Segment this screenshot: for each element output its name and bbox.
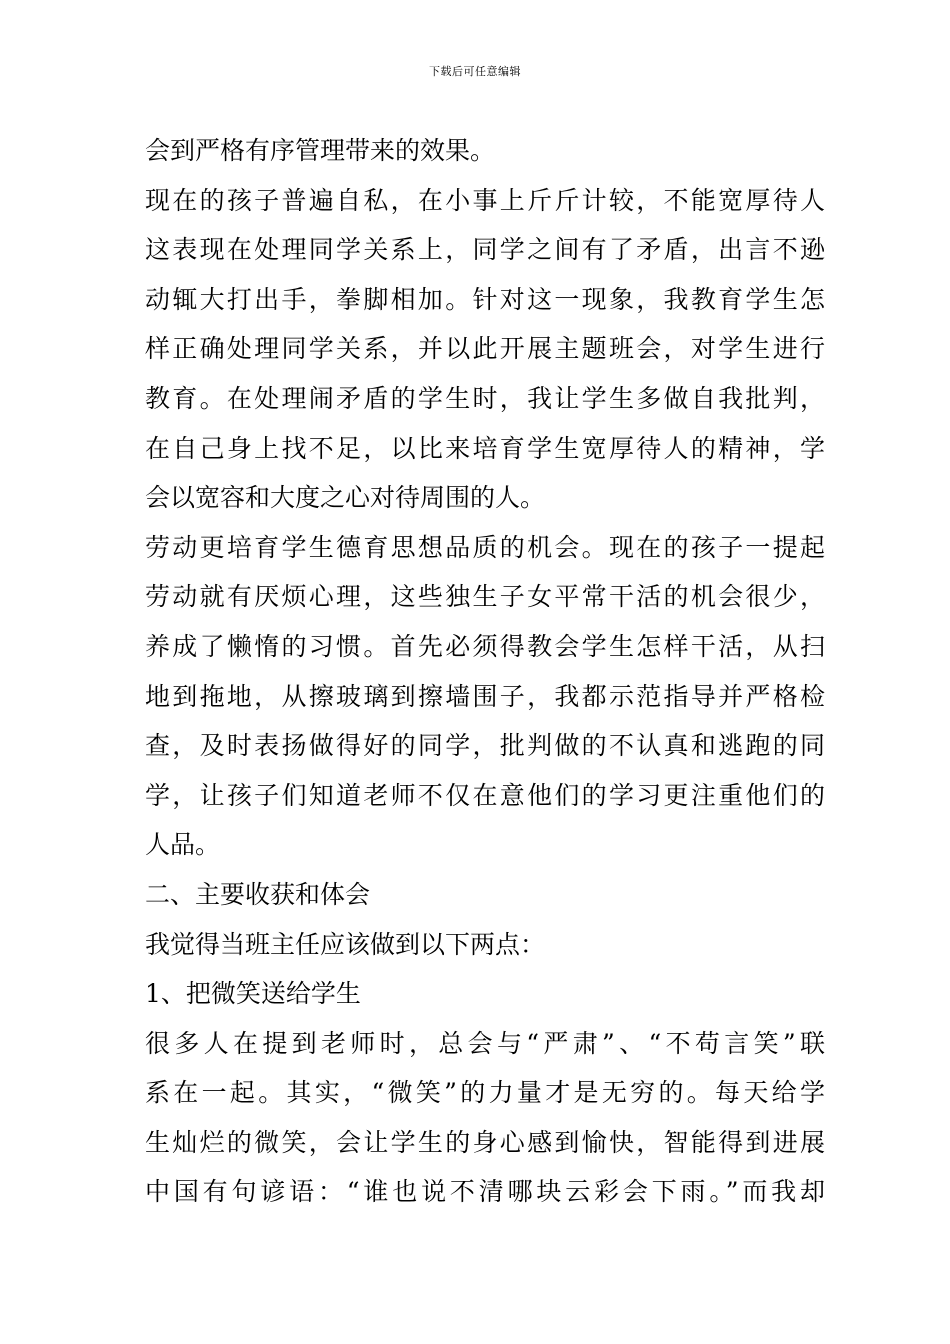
text-line: 会到严格有序管理带来的效果。: [145, 136, 496, 165]
text-line: 在自己身上找不足，以比来培育学生宽厚待人的精神，学: [145, 433, 825, 463]
text-line: 系在一起。其实，“微笑”的力量才是无穷的。每天给学: [145, 1078, 825, 1108]
text-line: 动辄大打出手，拳脚相加。针对这一现象，我教育学生怎: [145, 284, 825, 314]
text-line: 很多人在提到老师时，总会与“严肃”、“不苟言笑”联: [145, 1028, 825, 1058]
text-line: 劳动更培育学生德育思想品质的机会。现在的孩子一提起: [145, 532, 825, 562]
text-line: 中国有句谚语：“谁也说不清哪块云彩会下雨。”而我却: [145, 1177, 825, 1207]
text-line: 样正确处理同学关系，并以此开展主题班会，对学生进行: [145, 334, 825, 364]
text-line: 会以宽容和大度之心对待周围的人。: [145, 483, 546, 513]
text-line: 教育。在处理闹矛盾的学生时，我让学生多做自我批判，: [145, 383, 825, 413]
text-line: 学，让孩子们知道老师不仅在意他们的学习更注重他们的: [145, 780, 825, 810]
text-line: 生灿烂的微笑，会让学生的身心感到愉快，智能得到进展: [145, 1127, 825, 1157]
text-line: 人品。: [145, 830, 221, 860]
text-line: 我觉得当班主任应该做到以下两点：: [145, 929, 546, 959]
text-line: 现在的孩子普遍自私，在小事上斤斤计较，不能宽厚待人: [145, 185, 825, 215]
text-line: 劳动就有厌烦心理，这些独生子女平常干活的机会很少，: [145, 582, 825, 612]
text-line: 养成了懒惰的习惯。首先必须得教会学生怎样干活，从扫: [145, 631, 825, 661]
text-line: 查，及时表扬做得好的同学，批判做的不认真和逃跑的同: [145, 731, 825, 761]
document-body: [145, 126, 825, 1217]
text-line: 这表现在处理同学关系上，同学之间有了矛盾，出言不逊: [145, 235, 825, 265]
text-line: 地到拖地，从擦玻璃到擦墙围子，我都示范指导并严格检: [145, 681, 825, 711]
section-heading: 二、主要收获和体会: [145, 879, 371, 909]
subsection-heading: 1、把微笑送给学生: [145, 979, 361, 1009]
page-header: 下载后可任意编辑: [429, 65, 521, 78]
